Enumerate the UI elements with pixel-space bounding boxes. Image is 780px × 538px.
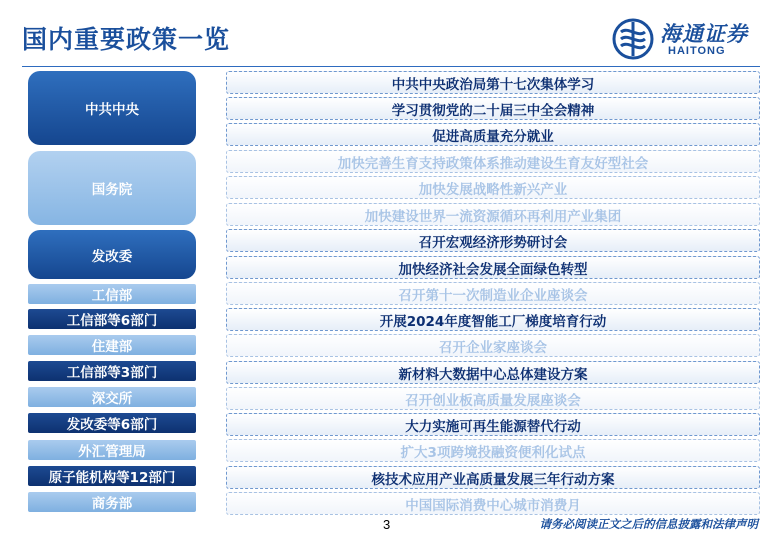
logo-chinese-name: 海通证券: [660, 21, 748, 46]
policy-item-15: 扩大3项跨境投融资便利化试点: [226, 439, 760, 462]
policy-item-8: 加快经济社会发展全面绿色转型: [226, 256, 760, 279]
org-safe: 外汇管理局: [28, 440, 196, 460]
legal-disclaimer: 请务必阅读正文之后的信息披露和法律声明: [539, 517, 758, 531]
org-mohurd: 住建部: [28, 335, 196, 355]
title-divider: [22, 66, 760, 67]
org-miit-6-depts: 工信部等6部门: [28, 309, 196, 329]
policy-item-2: 学习贯彻党的二十届三中全会精神: [226, 97, 760, 120]
policy-item-13: 召开创业板高质量发展座谈会: [226, 387, 760, 410]
org-ndrc-6-depts: 发改委等6部门: [28, 413, 196, 433]
policy-item-3: 促进高质量充分就业: [226, 123, 760, 146]
policy-item-4: 加快完善生育支持政策体系推动建设生育友好型社会: [226, 150, 760, 173]
policy-item-5: 加快发展战略性新兴产业: [226, 176, 760, 199]
page-number: 3: [383, 517, 391, 532]
policy-item-9: 召开第十一次制造业企业座谈会: [226, 282, 760, 305]
policy-item-10: 开展2024年度智能工厂梯度培育行动: [226, 308, 760, 331]
haitong-logo: [612, 16, 762, 62]
org-miit-3-depts: 工信部等3部门: [28, 361, 196, 381]
policy-item-16: 核技术应用产业高质量发展三年行动方案: [226, 466, 760, 489]
org-szse: 深交所: [28, 387, 196, 407]
org-miit: 工信部: [28, 284, 196, 304]
org-caea-12-depts: 原子能机构等12部门: [28, 466, 196, 486]
org-mofcom: 商务部: [28, 492, 196, 512]
org-cpc-central: 中共中央: [28, 71, 196, 145]
policy-item-6: 加快建设世界一流资源循环再利用产业集团: [226, 203, 760, 226]
policy-item-11: 召开企业家座谈会: [226, 334, 760, 357]
page-title: 国内重要政策一览: [22, 25, 231, 54]
policy-item-17: 中国国际消费中心城市消费月: [226, 492, 760, 515]
policy-item-1: 中共中央政治局第十七次集体学习: [226, 71, 760, 94]
policy-item-12: 新材料大数据中心总体建设方案: [226, 361, 760, 384]
haitong-emblem-icon: [612, 18, 654, 60]
org-ndrc: 发改委: [28, 230, 196, 279]
policy-item-14: 大力实施可再生能源替代行动: [226, 413, 760, 436]
logo-english-name: HAITONG: [668, 45, 726, 57]
policy-item-7: 召开宏观经济形势研讨会: [226, 229, 760, 252]
org-state-council: 国务院: [28, 151, 196, 225]
